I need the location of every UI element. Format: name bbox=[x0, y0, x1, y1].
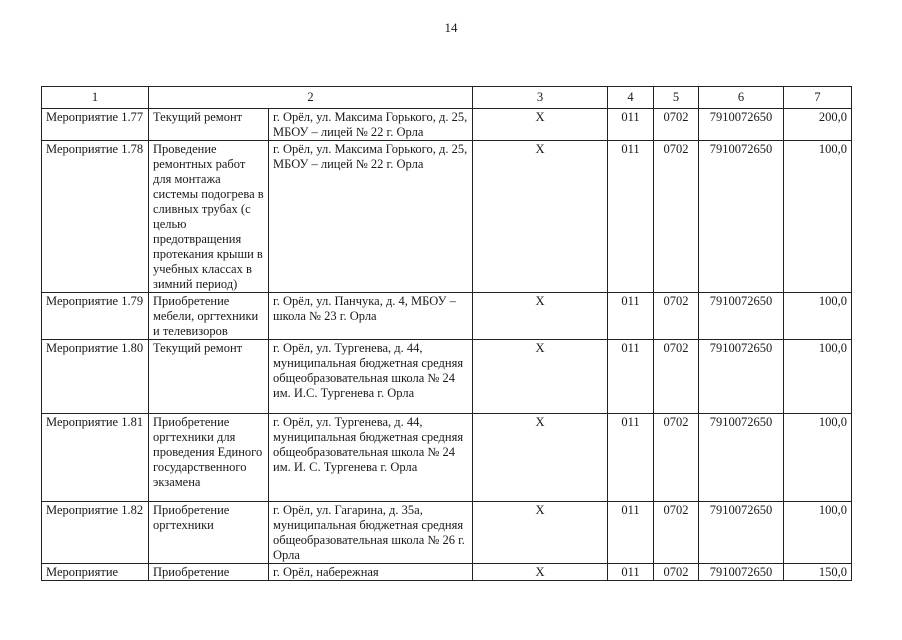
amount-cell: 100,0 bbox=[784, 414, 852, 502]
event-cell: Мероприятие 1.81 bbox=[42, 414, 149, 502]
amount-cell: 100,0 bbox=[784, 340, 852, 414]
description-cell: Текущий ремонт bbox=[149, 340, 269, 414]
code-cell: 011 bbox=[608, 340, 654, 414]
description-cell: Проведение ремонтных работ для монтажа системы подогрева в сливных трубах (с целью предотвращения протекания крыши в учебных классах в зимний период) bbox=[149, 141, 269, 293]
event-cell: Мероприятие 1.80 bbox=[42, 340, 149, 414]
address-cell: г. Орёл, ул. Максима Горького, д. 25, МБОУ – лицей № 22 г. Орла bbox=[269, 109, 473, 141]
target-article-cell: 7910072650 bbox=[699, 293, 784, 340]
section-cell: 0702 bbox=[654, 564, 699, 581]
description-cell: Приобретение оргтехники для проведения Единого государственного экзамена bbox=[149, 414, 269, 502]
table-row bbox=[42, 109, 852, 141]
col3-cell: X bbox=[473, 293, 608, 340]
event-cell: Мероприятие 1.77 bbox=[42, 109, 149, 141]
target-article-cell: 7910072650 bbox=[699, 141, 784, 293]
table-row bbox=[42, 141, 852, 293]
header-cell-6: 6 bbox=[699, 87, 784, 109]
address-cell: г. Орёл, набережная bbox=[269, 564, 473, 581]
header-row bbox=[42, 87, 852, 109]
header-cell-7: 7 bbox=[784, 87, 852, 109]
header-cell-2: 2 bbox=[149, 87, 473, 109]
amount-cell: 150,0 bbox=[784, 564, 852, 581]
header-cell-5: 5 bbox=[654, 87, 699, 109]
section-cell: 0702 bbox=[654, 141, 699, 293]
description-cell: Текущий ремонт bbox=[149, 109, 269, 141]
section-cell: 0702 bbox=[654, 109, 699, 141]
table-row bbox=[42, 414, 852, 502]
amount-cell: 200,0 bbox=[784, 109, 852, 141]
target-article-cell: 7910072650 bbox=[699, 340, 784, 414]
table-row bbox=[42, 502, 852, 564]
event-cell: Мероприятие bbox=[42, 564, 149, 581]
event-cell: Мероприятие 1.78 bbox=[42, 141, 149, 293]
event-cell: Мероприятие 1.82 bbox=[42, 502, 149, 564]
amount-cell: 100,0 bbox=[784, 141, 852, 293]
budget-table bbox=[41, 86, 852, 581]
section-cell: 0702 bbox=[654, 293, 699, 340]
address-cell: г. Орёл, ул. Тургенева, д. 44, муниципальная бюджетная средняя общеобразовательная школа № 24 им. И. С. Тургенева г. Орла bbox=[269, 414, 473, 502]
target-article-cell: 7910072650 bbox=[699, 564, 784, 581]
header-cell-3: 3 bbox=[473, 87, 608, 109]
code-cell: 011 bbox=[608, 564, 654, 581]
address-cell: г. Орёл, ул. Гагарина, д. 35а, муниципальная бюджетная средняя общеобразовательная школа № 26 г. Орла bbox=[269, 502, 473, 564]
section-cell: 0702 bbox=[654, 340, 699, 414]
col3-cell: X bbox=[473, 414, 608, 502]
code-cell: 011 bbox=[608, 502, 654, 564]
code-cell: 011 bbox=[608, 141, 654, 293]
col3-cell: X bbox=[473, 109, 608, 141]
table-row bbox=[42, 564, 852, 581]
target-article-cell: 7910072650 bbox=[699, 414, 784, 502]
code-cell: 011 bbox=[608, 414, 654, 502]
page-number: 14 bbox=[444, 20, 458, 35]
col3-cell: X bbox=[473, 502, 608, 564]
description-cell: Приобретение bbox=[149, 564, 269, 581]
col3-cell: X bbox=[473, 141, 608, 293]
table-row bbox=[42, 340, 852, 414]
description-cell: Приобретение мебели, оргтехники и телевизоров bbox=[149, 293, 269, 340]
amount-cell: 100,0 bbox=[784, 502, 852, 564]
amount-cell: 100,0 bbox=[784, 293, 852, 340]
table-body bbox=[42, 87, 852, 581]
header-cell-1: 1 bbox=[42, 87, 149, 109]
col3-cell: X bbox=[473, 340, 608, 414]
target-article-cell: 7910072650 bbox=[699, 109, 784, 141]
section-cell: 0702 bbox=[654, 502, 699, 564]
col3-cell: X bbox=[473, 564, 608, 581]
code-cell: 011 bbox=[608, 293, 654, 340]
code-cell: 011 bbox=[608, 109, 654, 141]
address-cell: г. Орёл, ул. Панчука, д. 4, МБОУ – школа № 23 г. Орла bbox=[269, 293, 473, 340]
target-article-cell: 7910072650 bbox=[699, 502, 784, 564]
address-cell: г. Орёл, ул. Тургенева, д. 44, муниципальная бюджетная средняя общеобразовательная школа № 24 им. И.С. Тургенева г. Орла bbox=[269, 340, 473, 414]
description-cell: Приобретение оргтехники bbox=[149, 502, 269, 564]
event-cell: Мероприятие 1.79 bbox=[42, 293, 149, 340]
address-cell: г. Орёл, ул. Максима Горького, д. 25, МБОУ – лицей № 22 г. Орла bbox=[269, 141, 473, 293]
table-row bbox=[42, 293, 852, 340]
header-cell-4: 4 bbox=[608, 87, 654, 109]
section-cell: 0702 bbox=[654, 414, 699, 502]
